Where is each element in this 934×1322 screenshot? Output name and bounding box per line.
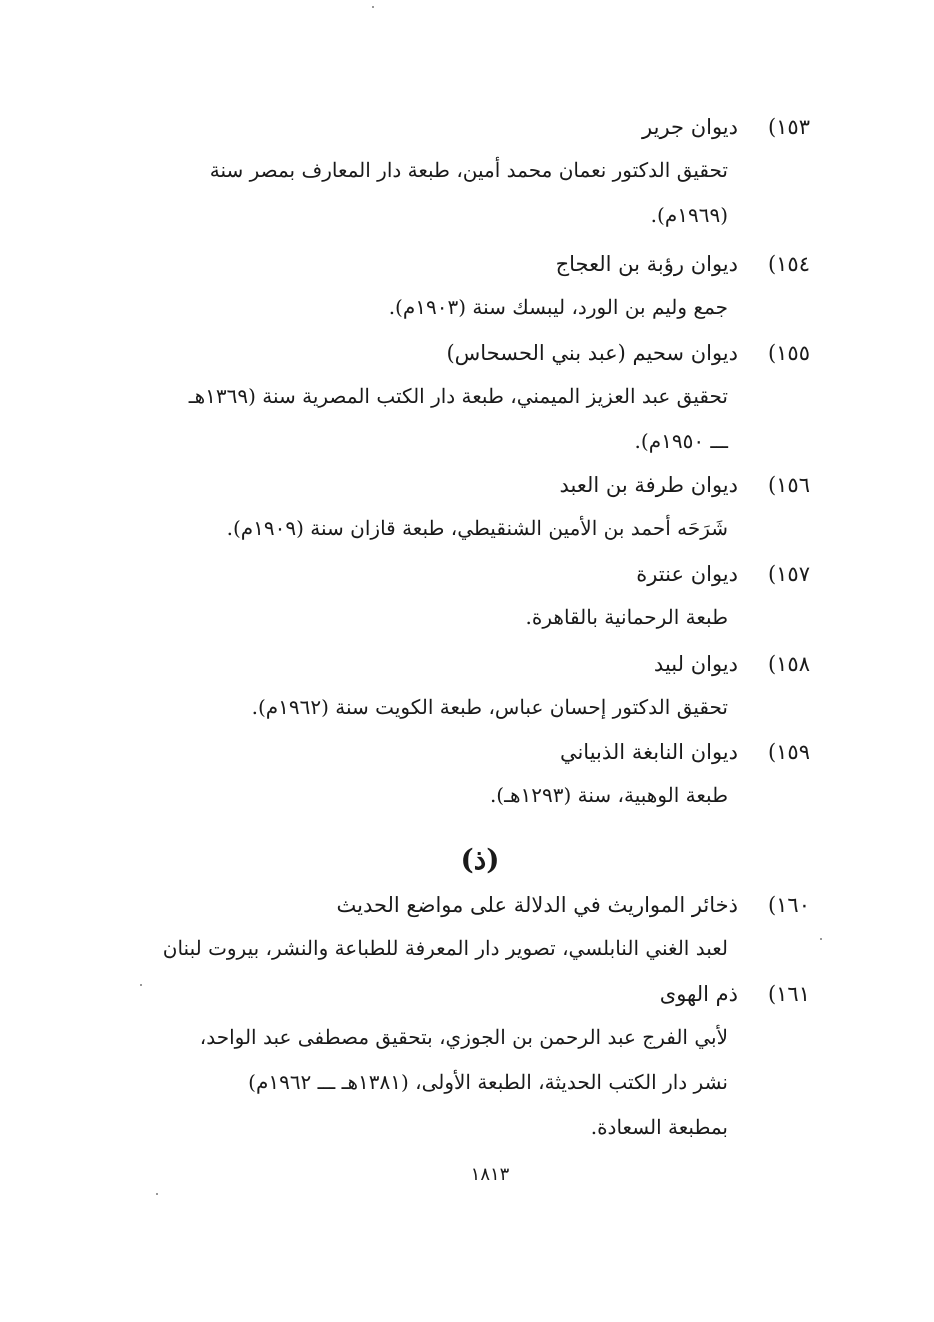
scan-speck [820,938,822,940]
description-line: بمطبعة السعادة. [590,1115,728,1139]
entry-number: ١٥٩) [767,740,810,764]
entry-number: ١٥٣) [767,115,810,139]
entry-number: ١٥٤) [767,252,810,276]
entry-number: ١٥٦) [767,473,810,497]
description-line: لعبد الغني النابلسي، تصوير دار المعرفة للطباعة والنشر، بيروت لبنان [162,936,728,960]
bibliography-entry-157 [120,553,810,640]
entry-title: ديوان سحيم (عبد بني الحسحاس) [446,341,738,365]
description-line: شَرَحَه أحمد بن الأمين الشنقيطي، طبعة قازان سنة (١٩٠٩م). [226,516,728,540]
entry-heading [120,464,810,506]
entry-heading [120,884,810,926]
page-number: ١٨١٣ [470,1164,510,1185]
entry-description [120,506,728,551]
entry-heading [120,106,810,148]
entry-description [120,926,728,971]
description-line: ـــ ١٩٥٠م). [634,429,728,453]
description-line: جمع وليم بن الورد، ليبسك سنة (١٩٠٣م). [388,295,728,319]
bibliography-entry-158 [120,643,810,730]
entry-heading [120,332,810,374]
entry-heading [120,731,810,773]
entry-title: ديوان النابغة الذبياني [559,740,738,764]
entry-title: ديوان رؤبة بن العجاج [555,252,738,276]
bibliography-entry-156 [120,464,810,551]
entry-title: ديوان جرير [642,115,738,139]
bibliography-entry-155 [120,332,810,464]
bibliography-entry-154 [120,243,810,330]
description-line: تحقيق عبد العزيز الميمني، طبعة دار الكتب المصرية سنة (١٣٦٩هـ [188,384,728,408]
entry-description [120,374,728,464]
entry-title: ديوان لبيد [653,652,738,676]
entry-heading [120,643,810,685]
entry-title: ذخائر المواريث في الدلالة على مواضع الحديث [336,893,738,917]
bibliography-entry-153 [120,106,810,238]
entry-heading [120,553,810,595]
entry-description [120,595,728,640]
description-line: تحقيق الدكتور إحسان عباس، طبعة الكويت سنة (١٩٦٢م). [251,695,728,719]
bibliography-entry-159 [120,731,810,818]
entry-description [120,148,728,238]
entry-description [120,285,728,330]
entry-number: ١٦١) [767,982,810,1006]
entry-number: ١٥٨) [767,652,810,676]
description-line: نشر دار الكتب الحديثة، الطبعة الأولى، (١٣٨١هـ ـــ ١٩٦٢م) [248,1070,728,1094]
description-line: (١٩٦٩م). [650,203,728,227]
entry-description [120,1015,728,1150]
entry-title: ديوان عنترة [636,562,738,586]
entry-heading [120,243,810,285]
entry-number: ١٦٠) [767,893,810,917]
description-line: طبعة الرحمانية بالقاهرة. [525,605,728,629]
scan-speck [156,1193,158,1195]
entry-description [120,685,728,730]
scan-speck [372,6,374,8]
scan-speck [140,984,142,986]
description-line: طبعة الوهبية، سنة (١٢٩٣هـ). [489,783,728,807]
entry-description [120,773,728,818]
bibliography-entry-160 [120,884,810,971]
description-line: تحقيق الدكتور نعمان محمد أمين، طبعة دار المعارف بمصر سنة [209,158,728,182]
entry-number: ١٥٧) [767,562,810,586]
section-letter-heading: (ذ) [460,843,500,876]
entry-number: ١٥٥) [767,341,810,365]
entry-title: ديوان طرفة بن العبد [559,473,738,497]
bibliography-entry-161 [120,973,810,1150]
entry-title: ذم الهوى [659,982,738,1006]
entry-heading [120,973,810,1015]
description-line: لأبي الفرج عبد الرحمن بن الجوزي، بتحقيق مصطفى عبد الواحد، [199,1025,728,1049]
